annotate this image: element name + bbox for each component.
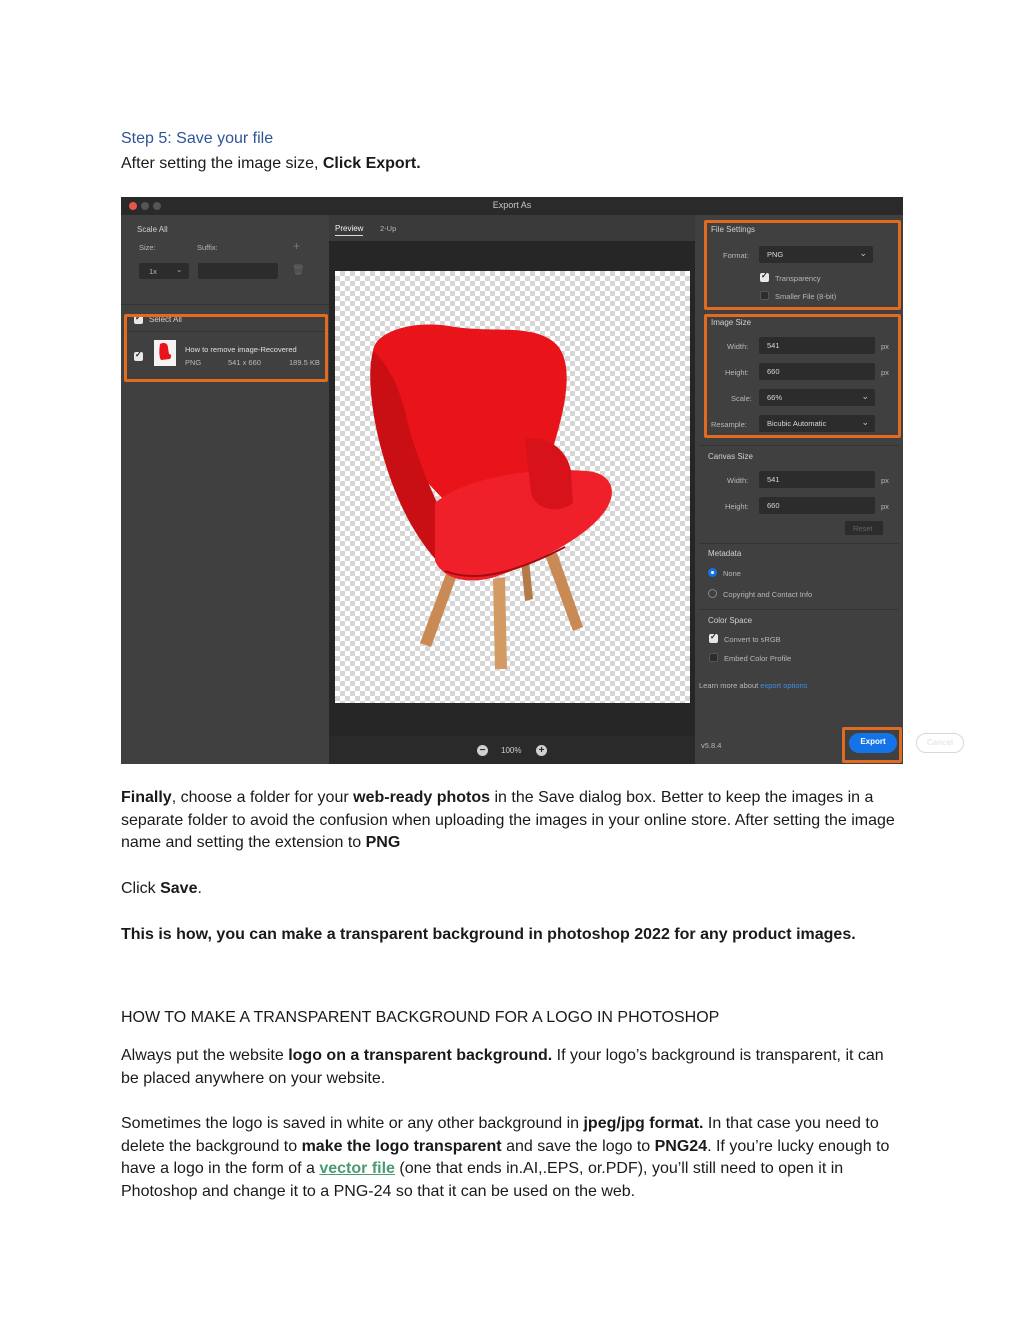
height-value: 660 <box>767 367 780 376</box>
meta-copyright-label: Copyright and Contact Info <box>723 590 813 599</box>
step-title: Step 5: Save your file <box>121 130 274 147</box>
click-save-suffix: . <box>197 880 202 897</box>
canvas-height-unit: px <box>881 502 889 511</box>
finally-paragraph <box>121 787 911 855</box>
sometimes-bold-1: jpeg/jpg format. <box>583 1115 704 1132</box>
left-pane <box>121 215 329 764</box>
vector-file-link[interactable]: vector file <box>319 1160 395 1178</box>
preview-pane <box>329 215 695 764</box>
reset-label: Reset <box>853 524 873 533</box>
click-save-line <box>121 878 911 901</box>
dialog-titlebar <box>121 197 903 215</box>
canvas-width-label: Width: <box>727 476 749 485</box>
sometimes-text-5: (one that ends in.AI,.EPS, or.PDF), you’ll still need to open it in Photoshop and change it to a PNG-24 so that it can be used on the web. <box>121 1160 844 1200</box>
chair-image <box>335 271 690 703</box>
convert-srgb-checkbox[interactable] <box>709 634 718 643</box>
highlight-box <box>704 314 901 438</box>
zoom-in-icon[interactable]: + <box>536 745 547 756</box>
transparency-label: Transparency <box>775 274 821 283</box>
chevron-down-icon: ⌄ <box>861 417 869 427</box>
intro-text: After setting the image size, <box>121 155 323 172</box>
scale-label: Scale: <box>731 394 752 403</box>
highlight-box <box>124 314 328 382</box>
finally-text-2: in the Save dialog box. Better to keep the images in a separate folder to avoid the confusion when uploading the images in your online store. After setting the image name and setting the extension to <box>121 789 895 852</box>
summary-line: This is how, you can make a transparent background in photoshop 2022 for any product images. <box>121 926 856 943</box>
canvas-size-heading: Canvas Size <box>708 452 753 461</box>
size-label: Size: <box>139 243 156 252</box>
finally-bold-2: web-ready photos <box>353 789 491 806</box>
sometimes-bold-2: make the logo transparent <box>301 1137 502 1155</box>
scale-value: 66% <box>767 393 783 402</box>
canvas-width-value: 541 <box>767 475 780 484</box>
width-label: Width: <box>727 342 749 351</box>
export-button[interactable]: Export <box>849 733 897 753</box>
learn-more-text <box>699 681 807 690</box>
color-space-heading: Color Space <box>708 616 753 625</box>
convert-srgb-label: Convert to sRGB <box>724 635 781 644</box>
sometimes-bold-3: PNG24 <box>654 1137 708 1155</box>
divider <box>699 445 899 446</box>
sometimes-text-1: Sometimes the logo is saved in white or any other background in <box>121 1115 584 1132</box>
meta-copyright-radio[interactable] <box>708 589 717 598</box>
preview-canvas[interactable] <box>335 271 690 703</box>
chevron-down-icon: ⌄ <box>859 248 867 258</box>
click-save-prefix: Click <box>121 880 161 897</box>
chevron-down-icon: ⌄ <box>861 391 869 401</box>
finally-bold-1: Finally <box>121 789 172 806</box>
suffix-input[interactable] <box>198 263 278 279</box>
sometimes-text-2: In that case you need to delete the background to <box>121 1115 879 1155</box>
meta-none-radio[interactable] <box>708 568 717 577</box>
chevron-down-icon: ⌄ <box>176 265 183 274</box>
step-intro <box>121 153 421 176</box>
divider <box>699 609 899 610</box>
resample-value: Bicubic Automatic <box>767 419 827 428</box>
meta-none-label: None <box>723 569 741 578</box>
height-label: Height: <box>725 368 749 377</box>
click-save-bold: Save <box>160 880 198 897</box>
item-dims: 541 x 660 <box>228 358 261 367</box>
logo-bold-1: logo on a transparent background. <box>288 1047 553 1064</box>
canvas-height-label: Height: <box>725 502 749 511</box>
sometimes-text-3: and save the logo to <box>501 1137 655 1155</box>
width-unit: px <box>881 342 889 351</box>
reset-button[interactable] <box>845 521 883 535</box>
format-value: PNG <box>767 250 784 259</box>
sometimes-paragraph <box>121 1113 911 1203</box>
trash-icon[interactable]: 🗑 <box>292 265 305 276</box>
version-label: v5.8.4 <box>701 741 722 750</box>
cancel-button[interactable]: Cancel <box>916 733 964 753</box>
learn-more-prefix: Learn more about <box>699 681 761 690</box>
metadata-heading: Metadata <box>708 549 742 558</box>
height-unit: px <box>881 368 889 377</box>
intro-bold: Click Export. <box>322 155 421 172</box>
select-all-label: Select All <box>149 315 182 324</box>
highlight-box <box>842 727 902 763</box>
tab-preview[interactable]: Preview <box>335 224 363 236</box>
file-settings-heading: File Settings <box>711 225 756 234</box>
finally-bold-3: PNG <box>365 834 401 852</box>
scale-section <box>121 215 329 305</box>
logo-text-2: If your logo’s background is transparent, it can be placed anywhere on your website. <box>121 1047 884 1087</box>
right-pane <box>695 215 954 764</box>
suffix-label: Suffix: <box>197 243 218 252</box>
image-size-heading: Image Size <box>711 318 752 327</box>
highlight-box <box>704 220 901 310</box>
embed-profile-checkbox[interactable] <box>709 653 718 662</box>
finally-text-1: , choose a folder for your <box>171 789 354 806</box>
dialog-title: Export As <box>492 200 532 210</box>
canvas-width-input[interactable] <box>759 471 875 488</box>
export-dialog-screenshot <box>121 197 954 764</box>
scale-dropdown[interactable] <box>139 263 189 279</box>
preview-tabs <box>329 215 695 241</box>
item-name: How to remove image-Recovered <box>185 345 297 354</box>
scale-all-label: Scale All <box>137 225 168 234</box>
canvas-width-unit: px <box>881 476 889 485</box>
width-value: 541 <box>767 341 780 350</box>
item-format: PNG <box>185 358 202 367</box>
canvas-height-input[interactable] <box>759 497 875 514</box>
resample-label: Resample: <box>711 420 747 429</box>
format-label: Format: <box>723 251 749 260</box>
zoom-level: 100% <box>501 746 522 755</box>
embed-profile-label: Embed Color Profile <box>724 654 792 663</box>
zoom-out-icon[interactable]: − <box>477 745 488 756</box>
export-options-link[interactable]: export options <box>760 681 808 690</box>
add-scale-icon[interactable]: + <box>293 239 301 253</box>
canvas-height-value: 660 <box>767 501 780 510</box>
scale-value: 1x <box>149 267 157 276</box>
logo-paragraph <box>121 1045 903 1090</box>
tab-2up[interactable]: 2-Up <box>380 224 397 233</box>
smaller-file-label: Smaller File (8-bit) <box>775 292 837 301</box>
item-size: 189.5 KB <box>289 358 320 367</box>
zoom-bar <box>329 736 695 764</box>
divider <box>699 543 899 544</box>
logo-section-heading: HOW TO MAKE A TRANSPARENT BACKGROUND FOR A LOGO IN PHOTOSHOP <box>121 1009 720 1026</box>
sometimes-text-4: . If you’re lucky enough to have a logo in the form of a <box>121 1137 890 1178</box>
logo-text-1: Always put the website <box>121 1047 289 1064</box>
